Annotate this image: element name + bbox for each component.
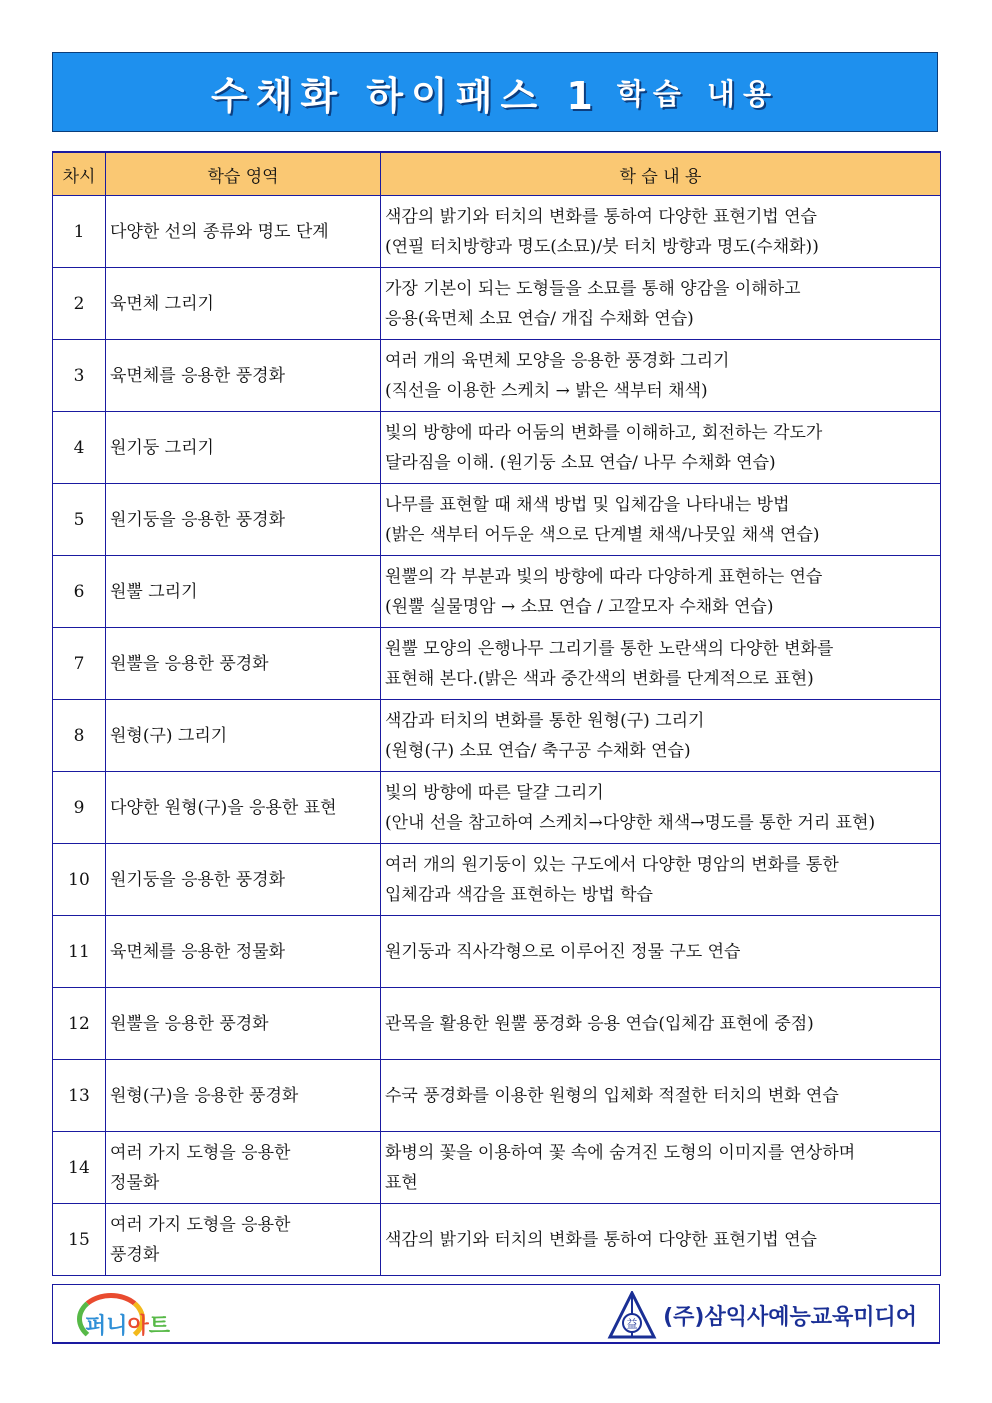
learning-content-cell: [381, 988, 941, 1060]
table-row: [53, 340, 941, 412]
learning-content-line: 원뿔의 각 부분과 빛의 방향에 따라 다양하게 표현하는 연습: [385, 566, 823, 587]
curriculum-table: [52, 151, 941, 1276]
table-row: [53, 988, 941, 1060]
learning-area-cell: [106, 196, 381, 268]
learning-content-cell: [381, 1060, 941, 1132]
learning-content-line: (직선을 이용한 스케치 → 밝은 색부터 채색): [385, 380, 708, 401]
learning-area-line: 육면체 그리기: [110, 293, 214, 314]
learning-area-cell: [106, 1060, 381, 1132]
learning-area-line: 원기둥을 응용한 풍경화: [110, 509, 286, 530]
learning-content-line: (원형(구) 소묘 연습/ 축구공 수채화 연습): [385, 740, 691, 761]
learning-area-line: 원뿔을 응용한 풍경화: [110, 653, 269, 674]
session-number: 5: [53, 484, 106, 556]
table-row: [53, 1060, 941, 1132]
header-session: 차시: [53, 152, 106, 196]
learning-content-cell: [381, 412, 941, 484]
learning-content-cell: [381, 916, 941, 988]
learning-content-line: 색감의 밝기와 터치의 변화를 통하여 다양한 표현기법 연습: [385, 206, 817, 227]
learning-content-line: 여러 개의 육면체 모양을 응용한 풍경화 그리기: [385, 350, 730, 371]
learning-content-line: 달라짐을 이해. (원기둥 소묘 연습/ 나무 수채화 연습): [385, 452, 776, 473]
table-row: [53, 268, 941, 340]
learning-area-cell: [106, 1132, 381, 1204]
learning-area-line: 풍경화: [110, 1244, 160, 1265]
learning-area-line: 다양한 원형(구)을 응용한 표현: [110, 797, 337, 818]
learning-content-line: 화병의 꽃을 이용하여 꽃 속에 숨겨진 도형의 이미지를 연상하며: [385, 1142, 856, 1163]
learning-content-line: (밝은 색부터 어두운 색으로 단계별 채색/나뭇잎 채색 연습): [385, 524, 820, 545]
session-number: 12: [53, 988, 106, 1060]
learning-content-line: (연필 터치방향과 명도(소묘)/붓 터치 방향과 명도(수채화)): [385, 236, 819, 257]
session-number: 14: [53, 1132, 106, 1204]
header-content: 학 습 내 용: [381, 152, 941, 196]
learning-content-line: 가장 기본이 되는 도형들을 소묘를 통해 양감을 이해하고: [385, 278, 801, 299]
table-row: [53, 916, 941, 988]
learning-content-line: 표현해 본다.(밝은 색과 중간색의 변화를 단계적으로 표현): [385, 668, 814, 689]
learning-content-cell: [381, 1132, 941, 1204]
learning-area-line: 다양한 선의 종류와 명도 단계: [110, 221, 329, 242]
table-header-row: [53, 152, 941, 196]
triangle-emblem-icon: [607, 1291, 657, 1339]
learning-area-line: 원형(구)을 응용한 풍경화: [110, 1085, 299, 1106]
session-number: 1: [53, 196, 106, 268]
table-row: [53, 556, 941, 628]
learning-area-line: 육면체를 응용한 정물화: [110, 941, 286, 962]
learning-area-cell: [106, 412, 381, 484]
learning-content-line: 표현: [385, 1172, 418, 1193]
session-number: 6: [53, 556, 106, 628]
logo-text-part1: 퍼니: [85, 1314, 128, 1339]
learning-content-line: (안내 선을 참고하여 스케치→다양한 채색→명도를 통한 거리 표현): [385, 812, 876, 833]
learning-area-cell: [106, 556, 381, 628]
table-row: [53, 772, 941, 844]
session-number: 8: [53, 700, 106, 772]
funny-art-logo: [75, 1291, 195, 1341]
learning-area-line: 원뿔 그리기: [110, 581, 198, 602]
session-number: 4: [53, 412, 106, 484]
learning-area-line: 육면체를 응용한 풍경화: [110, 365, 286, 386]
learning-content-line: 여러 개의 원기둥이 있는 구도에서 다양한 명암의 변화를 통한: [385, 854, 839, 875]
learning-content-line: 색감과 터치의 변화를 통한 원형(구) 그리기: [385, 710, 705, 731]
learning-content-line: 나무를 표현할 때 채색 방법 및 입체감을 나타내는 방법: [385, 494, 790, 515]
session-number: 10: [53, 844, 106, 916]
learning-area-line: 여러 가지 도형을 응용한: [110, 1214, 291, 1235]
learning-content-cell: [381, 1204, 941, 1276]
learning-content-cell: [381, 556, 941, 628]
title-banner: [52, 52, 938, 132]
session-number: 7: [53, 628, 106, 700]
learning-area-line: 정물화: [110, 1172, 160, 1193]
table-row: [53, 484, 941, 556]
header-area: 학습 영역: [106, 152, 381, 196]
learning-content-line: 빛의 방향에 따라 어둠의 변화를 이해하고, 회전하는 각도가: [385, 422, 823, 443]
page-subtitle: 학습 내용: [616, 76, 779, 111]
table-row: [53, 412, 941, 484]
emblem-mark-char: 益: [626, 1317, 638, 1331]
learning-content-line: 응용(육면체 소묘 연습/ 개집 수채화 연습): [385, 308, 694, 329]
learning-content-line: 빛의 방향에 따른 달걀 그리기: [385, 782, 604, 803]
session-number: 11: [53, 916, 106, 988]
company-name: (주)삼익사예능교육미디어: [663, 1304, 917, 1330]
learning-area-cell: [106, 268, 381, 340]
learning-content-line: 원기둥과 직사각형으로 이루어진 정물 구도 연습: [385, 941, 741, 962]
learning-area-cell: [106, 988, 381, 1060]
learning-content-cell: [381, 772, 941, 844]
footer: [52, 1284, 940, 1344]
learning-content-cell: [381, 196, 941, 268]
learning-content-cell: [381, 700, 941, 772]
learning-area-line: 원뿔을 응용한 풍경화: [110, 1013, 269, 1034]
learning-content-line: 원뿔 모양의 은행나무 그리기를 통한 노란색의 다양한 변화를: [385, 638, 834, 659]
learning-content-line: 수국 풍경화를 이용한 원형의 입체화 적절한 터치의 변화 연습: [385, 1085, 839, 1106]
learning-content-cell: [381, 484, 941, 556]
session-number: 2: [53, 268, 106, 340]
session-number: 13: [53, 1060, 106, 1132]
table-row: [53, 628, 941, 700]
learning-content-line: 관목을 활용한 원뿔 풍경화 응용 연습(입체감 표현에 중점): [385, 1013, 814, 1034]
learning-area-line: 원기둥을 응용한 풍경화: [110, 869, 286, 890]
learning-area-cell: [106, 700, 381, 772]
table-row: [53, 844, 941, 916]
learning-content-cell: [381, 268, 941, 340]
learning-area-cell: [106, 340, 381, 412]
learning-area-line: 원형(구) 그리기: [110, 725, 228, 746]
learning-content-line: 색감의 밝기와 터치의 변화를 통하여 다양한 표현기법 연습: [385, 1229, 817, 1250]
learning-content-cell: [381, 340, 941, 412]
session-number: 15: [53, 1204, 106, 1276]
learning-area-cell: [106, 844, 381, 916]
learning-area-cell: [106, 916, 381, 988]
learning-content-cell: [381, 844, 941, 916]
table-row: [53, 1132, 941, 1204]
learning-content-line: (원뿔 실물명암 → 소묘 연습 / 고깔모자 수채화 연습): [385, 596, 774, 617]
learning-area-line: 여러 가지 도형을 응용한: [110, 1142, 291, 1163]
learning-area-cell: [106, 772, 381, 844]
learning-area-cell: [106, 1204, 381, 1276]
learning-area-line: 원기둥 그리기: [110, 437, 214, 458]
learning-content-line: 입체감과 색감을 표현하는 방법 학습: [385, 884, 653, 905]
logo-text-part3: 트: [148, 1314, 171, 1339]
learning-area-cell: [106, 628, 381, 700]
page-title: 수채화 하이패스 1: [210, 73, 601, 118]
table-row: [53, 196, 941, 268]
learning-area-cell: [106, 484, 381, 556]
table-row: [53, 700, 941, 772]
session-number: 3: [53, 340, 106, 412]
logo-text-part2: 아: [127, 1314, 149, 1339]
session-number: 9: [53, 772, 106, 844]
table-row: [53, 1204, 941, 1276]
company-logo: [607, 1291, 917, 1339]
learning-content-cell: [381, 628, 941, 700]
